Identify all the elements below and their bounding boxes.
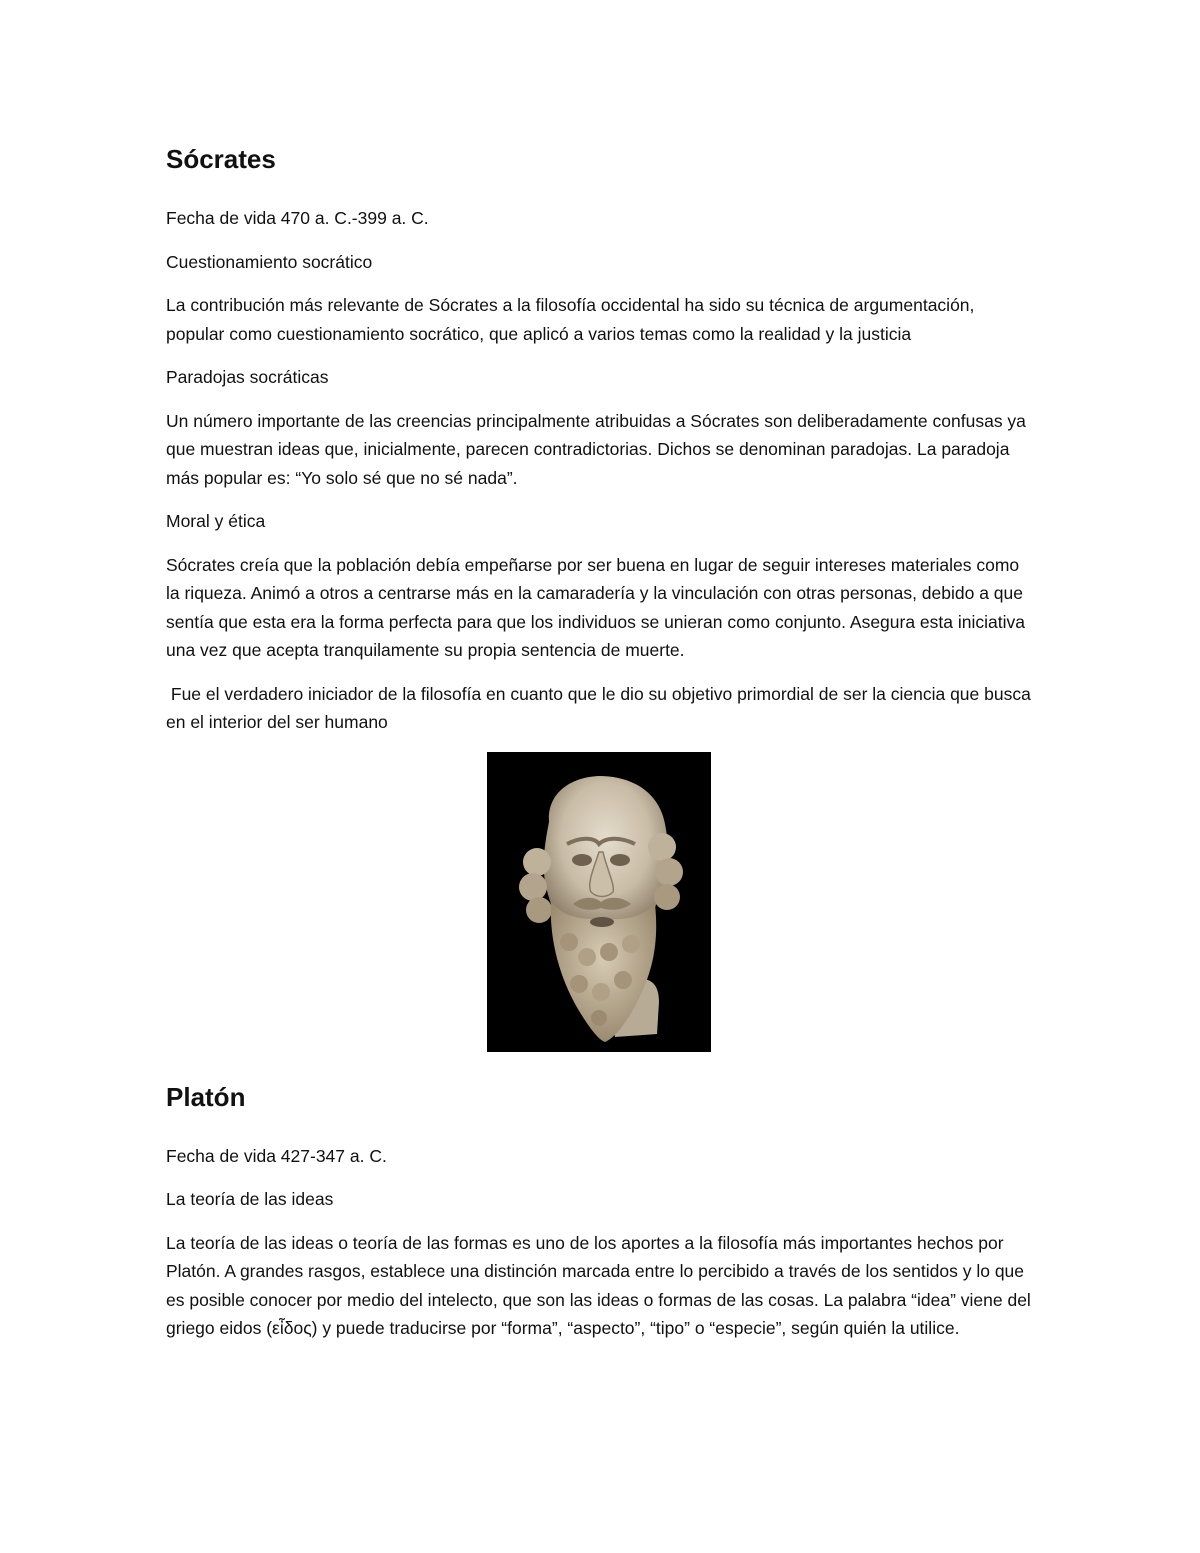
socrates-dates: Fecha de vida 470 a. C.-399 a. C.: [166, 208, 429, 228]
socrates-closing-text: [166, 680, 1036, 737]
socrates-section1-text: La contribución más relevante de Sócrates a la filosofía occidental ha sido su técnica de argumentación, popular como cuestionamiento socrático, que aplicó a varios temas como la realidad y la justicia: [166, 295, 975, 344]
platon-dates: Fecha de vida 427-347 a. C.: [166, 1145, 387, 1166]
platon-section1-text: La teoría de las ideas o teoría de las formas es uno de los aportes a la filosofía más importantes hechos por Platón. A grandes rasgos, establece una distinción marcada entre lo percibido a través de los sentidos y lo que es posible conocer por medio del intelecto, que son las ideas o formas de las cosas. La palabra “idea” viene del griego eidos (εἶδος) y puede traducirse por “forma”, “aspecto”, “tipo” o “especie”, según quién la utilice.: [166, 1232, 1031, 1338]
socrates-section2-heading: Paradojas socráticas: [166, 367, 329, 387]
socrates-bust-photo-icon: [487, 752, 711, 1052]
platon-title: Platón: [166, 1081, 246, 1112]
socrates-bust-image: [487, 752, 711, 1052]
socrates-section1-heading: Cuestionamiento socrático: [166, 251, 373, 272]
socrates-section2-text: Un número importante de las creencias principalmente atribuidas a Sócrates son deliberadamente confusas ya que muestran ideas que, inicialmente, parecen contradictorias. Dichos se denominan paradojas. La paradoja más popular es: “Yo solo sé que no sé nada”.: [166, 410, 1026, 488]
document-content: [166, 140, 1036, 1358]
socrates-section3-text: Sócrates creía que la población debía empeñarse por ser buena en lugar de seguir intereses materiales como la riqueza. Animó a otros a centrarse más en la camaradería y la vinculación con otras personas, debido a que sentía que esta era la forma perfecta para que los individuos se unieran como conjunto. Asegura esta iniciativa una vez que acepta tranquilamente su propia sentencia de muerte.: [166, 554, 1025, 660]
platon-section1-heading: La teoría de las ideas: [166, 1189, 334, 1209]
socrates-section3-heading: Moral y ética: [166, 511, 266, 531]
socrates-title: Sócrates: [166, 144, 276, 174]
socrates-closing-text-content: Fue el verdadero iniciador de la filosofía en cuanto que le dio su objetivo primordial de ser la ciencia que busca en el interior del ser humano: [166, 683, 1031, 732]
